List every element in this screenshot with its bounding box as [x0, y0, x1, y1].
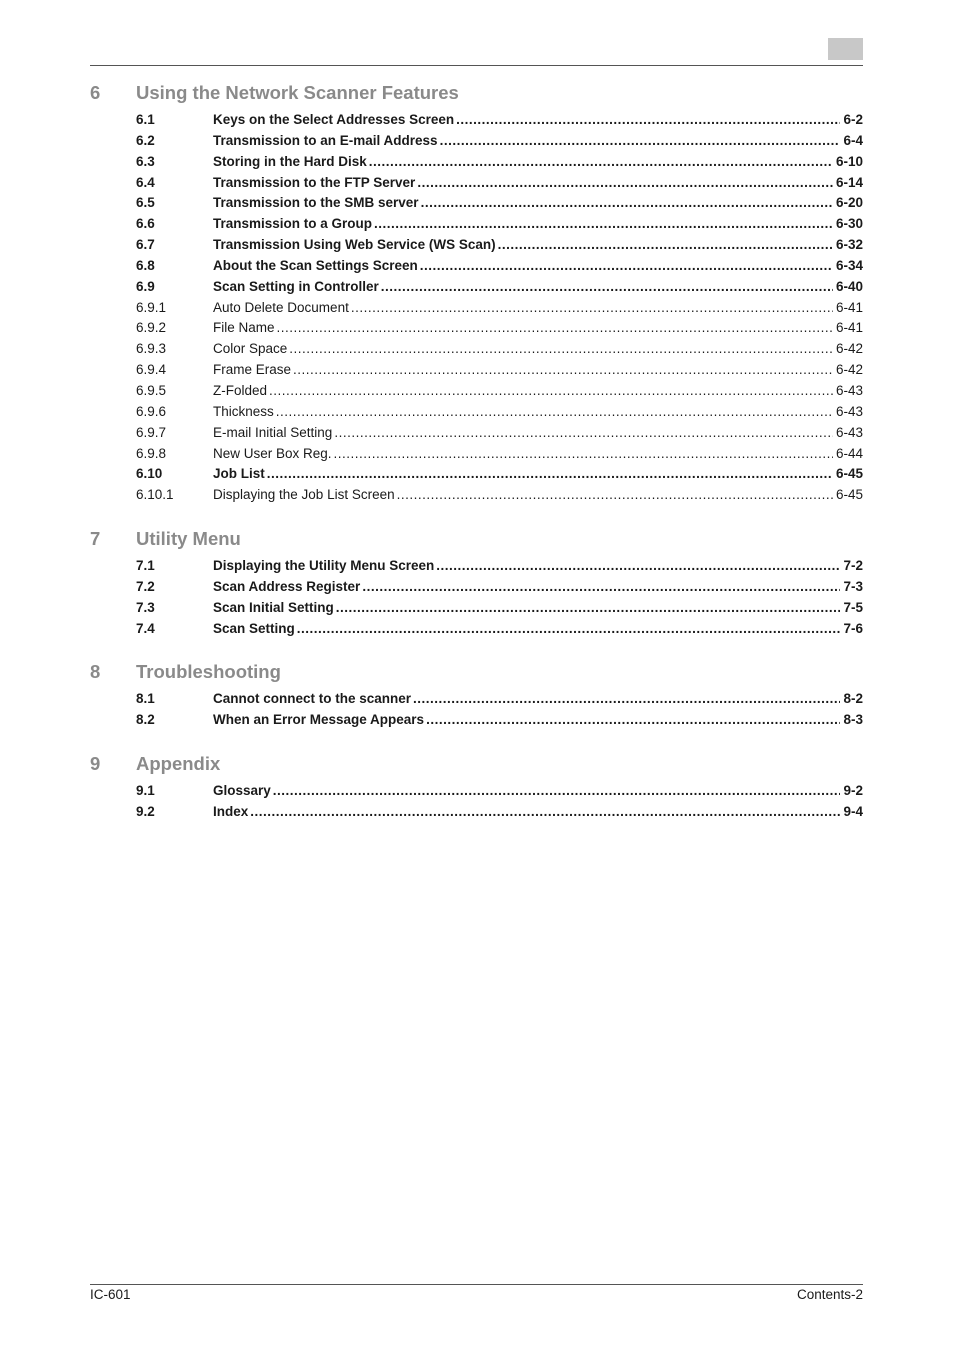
toc-entry-number: 6.2 — [136, 132, 155, 148]
toc-entry-title: Storing in the Hard Disk — [213, 153, 367, 169]
toc-leader-dots — [297, 621, 841, 636]
toc-entry-page: 6-40 — [835, 278, 863, 294]
toc-entry-title: Index — [213, 803, 249, 819]
toc-entry[interactable] — [90, 258, 863, 279]
toc-entry-page: 8-2 — [843, 691, 863, 707]
toc-entry-number: 6.1 — [136, 112, 155, 127]
toc-entry-title: Transmission to an E-mail Address — [213, 132, 438, 148]
toc-entry-number: 6.9.5 — [136, 382, 167, 398]
toc-leader-dots — [456, 112, 840, 127]
toc-entry-title: Thickness — [213, 403, 274, 419]
toc-entry-page: 7-5 — [843, 599, 863, 615]
toc-entry-page: 6-41 — [835, 320, 863, 336]
toc-entry-number: 6.9 — [136, 278, 155, 294]
toc-leader-dots — [289, 341, 833, 356]
toc-leader-dots — [369, 154, 833, 169]
toc-entry-title: Keys on the Select Addresses Screen — [213, 112, 455, 127]
toc-entry-number: 6.10 — [136, 466, 163, 482]
chapter-number: 6 — [90, 82, 101, 103]
toc-entry[interactable] — [90, 600, 863, 621]
chapter-section — [90, 528, 863, 641]
toc-entry-title: Transmission to a Group — [213, 216, 373, 232]
toc-entry-page: 9-4 — [843, 803, 863, 819]
toc-entry[interactable] — [90, 300, 863, 321]
toc-entry-page: 6-43 — [835, 382, 863, 398]
toc-leader-dots — [421, 195, 833, 210]
toc-entry-number: 7.4 — [136, 620, 155, 636]
table-of-contents — [90, 82, 863, 845]
toc-entry-page: 6-43 — [835, 424, 863, 440]
toc-entry-title: Displaying the Job List Screen — [213, 487, 395, 503]
header-rule — [90, 65, 863, 66]
chapter-title: Appendix — [136, 753, 221, 775]
toc-entry[interactable] — [90, 237, 863, 258]
toc-entry[interactable] — [90, 404, 863, 425]
chapter-heading[interactable] — [90, 753, 863, 783]
toc-entry-number: 9.2 — [136, 803, 155, 819]
toc-entry-page: 6-41 — [835, 299, 863, 315]
toc-leader-dots — [250, 804, 840, 819]
toc-leader-dots — [374, 216, 833, 231]
toc-leader-dots — [273, 783, 841, 798]
toc-entry-number: 6.9.7 — [136, 424, 167, 440]
toc-entry-number: 7.1 — [136, 558, 155, 574]
toc-entry-number: 7.3 — [136, 599, 155, 615]
toc-entry-number: 6.3 — [136, 153, 155, 169]
toc-entry-title: Transmission to the FTP Server — [213, 174, 416, 190]
toc-entry-page: 6-43 — [835, 403, 863, 419]
toc-leader-dots — [276, 404, 833, 419]
toc-entry[interactable] — [90, 558, 863, 579]
toc-entry-number: 6.7 — [136, 237, 155, 253]
toc-entry-title: Scan Setting — [213, 620, 295, 636]
toc-entry[interactable] — [90, 383, 863, 404]
toc-entry[interactable] — [90, 154, 863, 175]
toc-entry-title: File Name — [213, 320, 275, 336]
toc-leader-dots — [426, 712, 840, 727]
chapter-heading[interactable] — [90, 82, 863, 112]
toc-entry[interactable] — [90, 804, 863, 825]
toc-entry-title: Frame Erase — [213, 362, 292, 378]
chapter-title: Troubleshooting — [136, 661, 281, 683]
toc-entry-title: E-mail Initial Setting — [213, 424, 333, 440]
toc-entry-number: 6.5 — [136, 195, 155, 211]
toc-entry[interactable] — [90, 691, 863, 712]
toc-entry-title: When an Error Message Appears — [213, 712, 425, 728]
toc-leader-dots — [351, 300, 833, 315]
toc-entry[interactable] — [90, 362, 863, 383]
toc-entry-title: Scan Setting in Controller — [213, 278, 379, 294]
toc-entry-number: 8.1 — [136, 691, 155, 707]
toc-entry-title: Job List — [213, 466, 265, 482]
toc-leader-dots — [436, 558, 840, 573]
toc-leader-dots — [362, 579, 840, 594]
toc-entry[interactable] — [90, 487, 863, 508]
toc-leader-dots — [267, 466, 833, 481]
toc-entry[interactable] — [90, 712, 863, 733]
toc-entry[interactable] — [90, 133, 863, 154]
chapter-heading[interactable] — [90, 661, 863, 691]
chapter-section — [90, 82, 863, 508]
toc-leader-dots — [498, 237, 833, 252]
toc-entry-title: Glossary — [213, 783, 271, 799]
toc-entry-title: Scan Address Register — [213, 578, 361, 594]
toc-leader-dots — [269, 383, 833, 398]
toc-entry-page: 6-42 — [835, 341, 863, 357]
toc-leader-dots — [336, 600, 841, 615]
toc-entry-page: 6-10 — [835, 153, 863, 169]
toc-entry-page: 7-3 — [843, 578, 863, 594]
toc-entry-page: 8-3 — [843, 712, 863, 728]
toc-entry-title: About the Scan Settings Screen — [213, 257, 418, 273]
toc-entry-number: 6.6 — [136, 216, 155, 232]
toc-entry-page: 6-2 — [843, 112, 863, 127]
chapter-number: 8 — [90, 661, 101, 683]
toc-leader-dots — [397, 487, 833, 502]
toc-entry[interactable] — [90, 195, 863, 216]
toc-entry-title: Z-Folded — [213, 382, 268, 398]
toc-entry[interactable] — [90, 175, 863, 196]
chapter-section — [90, 753, 863, 825]
toc-entry[interactable] — [90, 621, 863, 642]
chapter-number: 9 — [90, 753, 101, 775]
toc-entry-page: 6-4 — [843, 132, 863, 148]
toc-entry[interactable] — [90, 579, 863, 600]
toc-entry-number: 8.2 — [136, 712, 155, 728]
toc-entry-title: Displaying the Utility Menu Screen — [213, 558, 435, 574]
chapter-heading[interactable] — [90, 528, 863, 558]
toc-entry-page: 6-20 — [835, 195, 863, 211]
toc-entry-number: 6.9.8 — [136, 445, 167, 461]
toc-entry-number: 7.2 — [136, 578, 155, 594]
toc-entry-page: 6-30 — [835, 216, 863, 232]
chapter-number: 7 — [90, 528, 101, 550]
toc-entry-page: 6-34 — [835, 257, 863, 273]
toc-entry-title: Transmission Using Web Service (WS Scan) — [213, 237, 496, 253]
toc-entry-number: 6.9.6 — [136, 403, 167, 419]
chapter-section — [90, 661, 863, 733]
toc-entry[interactable] — [90, 112, 863, 133]
toc-entry-title: Transmission to the SMB server — [213, 195, 419, 211]
toc-entry-page: 6-42 — [835, 362, 863, 378]
toc-entry-title: New User Box Reg. — [213, 445, 332, 461]
toc-entry-number: 6.4 — [136, 174, 155, 190]
chapter-title: Utility Menu — [136, 528, 241, 550]
toc-entry-title: Auto Delete Document — [213, 299, 349, 315]
footer-page-number: Contents-2 — [796, 1287, 863, 1302]
toc-entry-number: 6.9.2 — [136, 320, 167, 336]
toc-leader-dots — [293, 362, 833, 377]
toc-entry-title: Scan Initial Setting — [213, 599, 334, 615]
toc-entry[interactable] — [90, 216, 863, 237]
toc-entry-page: 7-2 — [843, 558, 863, 574]
toc-entry[interactable] — [90, 783, 863, 804]
toc-entry[interactable] — [90, 466, 863, 487]
footer-model: IC-601 — [90, 1287, 131, 1302]
toc-entry-number: 6.9.3 — [136, 341, 167, 357]
toc-leader-dots — [334, 425, 833, 440]
toc-entry-page: 6-44 — [835, 445, 863, 461]
toc-entry-number: 6.9.4 — [136, 362, 167, 378]
toc-entry-title: Color Space — [213, 341, 288, 357]
toc-entry-page: 7-6 — [843, 620, 863, 636]
toc-leader-dots — [417, 175, 833, 190]
footer-rule — [90, 1284, 863, 1285]
toc-entry-page: 9-2 — [843, 783, 863, 799]
toc-leader-dots — [381, 279, 833, 294]
toc-entry[interactable] — [90, 320, 863, 341]
toc-entry[interactable] — [90, 446, 863, 467]
toc-entry-number: 9.1 — [136, 783, 155, 799]
toc-entry[interactable] — [90, 425, 863, 446]
toc-entry-number: 6.9.1 — [136, 299, 167, 315]
toc-entry-page: 6-45 — [835, 466, 863, 482]
toc-leader-dots — [413, 691, 840, 706]
toc-entry[interactable] — [90, 341, 863, 362]
toc-entry-page: 6-14 — [835, 174, 863, 190]
toc-entry-page: 6-45 — [835, 487, 863, 503]
header-tab-marker — [828, 38, 863, 60]
toc-leader-dots — [420, 258, 833, 273]
toc-entry-page: 6-32 — [835, 237, 863, 253]
toc-entry-number: 6.8 — [136, 257, 155, 273]
toc-leader-dots — [440, 133, 841, 148]
toc-entry-number: 6.10.1 — [136, 487, 174, 503]
toc-leader-dots — [334, 446, 833, 461]
chapter-title: Using the Network Scanner Features — [136, 82, 459, 103]
toc-leader-dots — [277, 320, 833, 335]
toc-entry-title: Cannot connect to the scanner — [213, 691, 412, 707]
toc-entry[interactable] — [90, 279, 863, 300]
